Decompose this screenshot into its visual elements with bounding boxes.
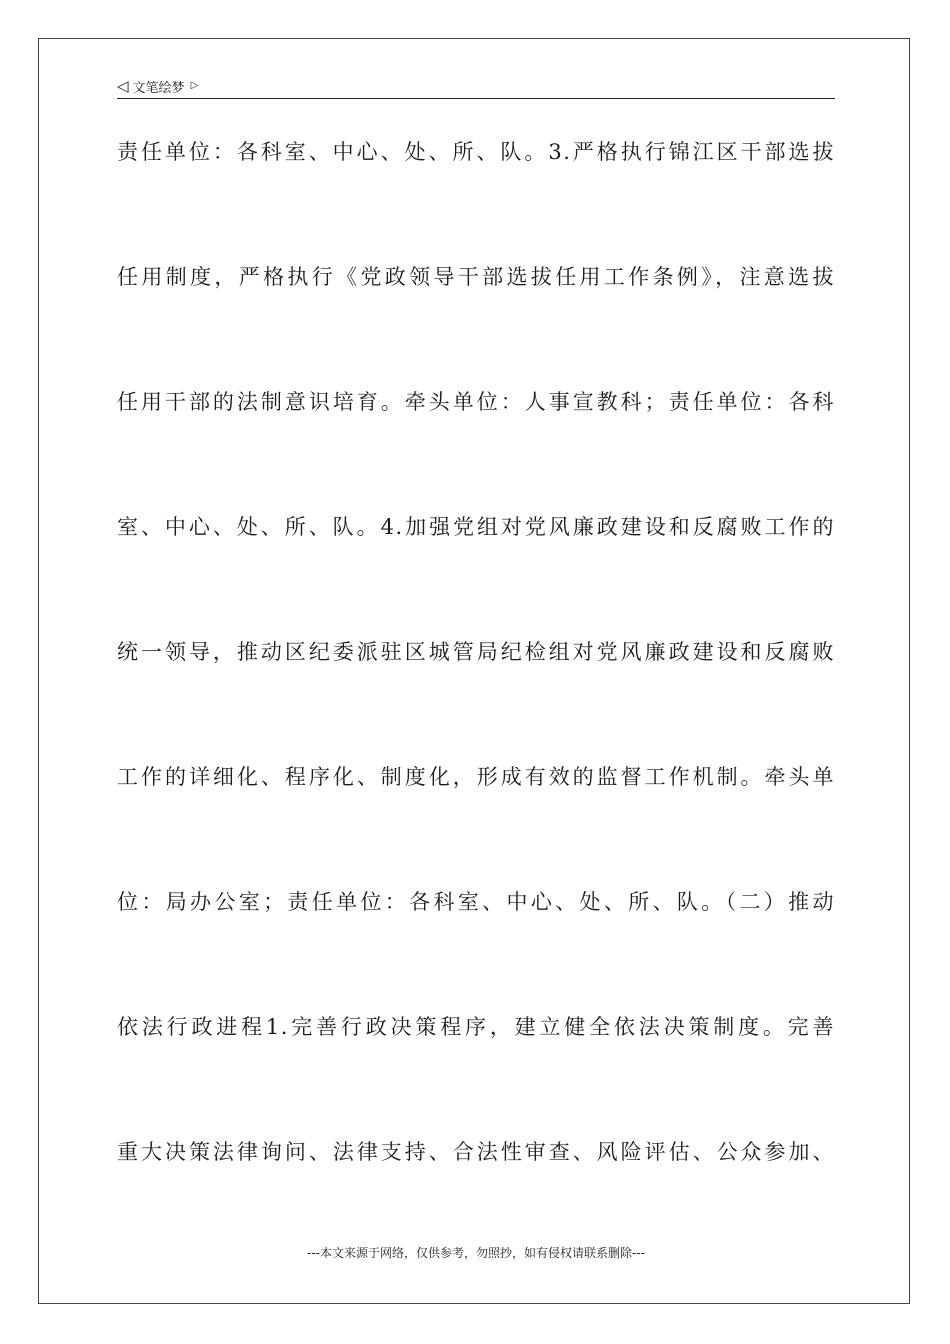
body-line: 任用制度，严格执行《党政领导干部选拔任用工作条例》，注意选拔	[117, 265, 835, 289]
header-title: 文笔绘梦	[132, 80, 185, 96]
body-line: 责任单位：各科室、中心、处、所、队。3.严格执行锦江区干部选拔	[117, 140, 835, 164]
document-body	[117, 134, 835, 1259]
page-header	[117, 74, 835, 99]
body-line: 位：局办公室；责任单位：各科室、中心、处、所、队。（二）推动	[117, 890, 835, 914]
triangle-left-outline-icon: ◁	[117, 76, 129, 95]
footer-disclaimer: ---本文来源于网络，仅供参考，勿照抄，如有侵权请联系删除---	[307, 1246, 645, 1260]
body-line: 统一领导，推动区纪委派驻区城管局纪检组对党风廉政建设和反腐败	[117, 640, 835, 664]
body-line: 依法行政进程1.完善行政决策程序，建立健全依法决策制度。完善	[117, 1015, 835, 1039]
triangle-right-outline-icon: ▷	[190, 80, 199, 91]
body-line: 室、中心、处、所、队。4.加强党组对党风廉政建设和反腐败工作的	[117, 515, 835, 539]
body-line: 重大决策法律询问、法律支持、合法性审查、风险评估、公众参加、	[117, 1140, 835, 1164]
body-line: 任用干部的法制意识培育。牵头单位：人事宣教科；责任单位：各科	[117, 390, 835, 414]
body-line: 工作的详细化、程序化、制度化，形成有效的监督工作机制。牵头单	[117, 765, 835, 789]
